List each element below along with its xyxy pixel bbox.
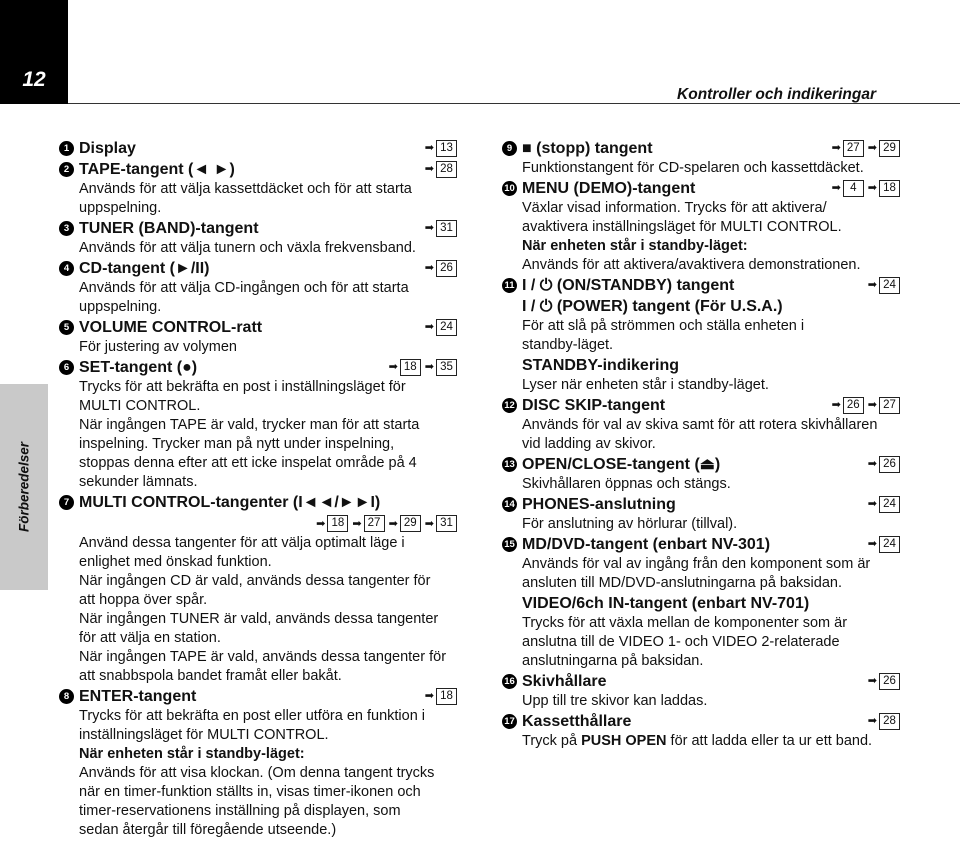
page-references	[425, 159, 457, 180]
body-line: timer-reservationens inställning på displayen, som	[79, 803, 401, 819]
reference-page-number: 31	[436, 220, 457, 237]
header-rule	[68, 103, 960, 104]
reference-page-number: 24	[879, 496, 900, 513]
page-references	[832, 395, 900, 416]
right-column	[502, 138, 900, 751]
reference-page-number: 26	[436, 260, 457, 277]
entry-title: Kassetthållare	[522, 713, 632, 730]
entry-heading	[59, 686, 457, 707]
reference-page-number: 24	[436, 319, 457, 336]
page-reference	[868, 138, 900, 159]
page-reference	[425, 686, 457, 707]
page-reference	[868, 395, 900, 416]
page-references	[868, 454, 900, 475]
page-reference	[425, 138, 457, 159]
control-entry	[502, 671, 900, 711]
page-reference	[868, 534, 900, 555]
reference-page-number: 26	[879, 673, 900, 690]
entry-title: CD-tangent (►/II)	[79, 260, 210, 277]
page-reference	[425, 258, 457, 279]
page-reference	[868, 275, 900, 296]
page-references	[425, 218, 457, 239]
page-references	[868, 275, 900, 296]
reference-arrow-icon: ➡	[424, 361, 434, 373]
standby-note-title: När enheten står i standby-läget:	[522, 238, 748, 254]
page-reference	[425, 218, 457, 239]
body-line	[522, 732, 900, 751]
entry-title: Skivhållare	[522, 673, 607, 690]
entry-title: TUNER (BAND)-tangent	[79, 220, 259, 237]
item-number-badge: 2	[59, 162, 74, 177]
control-entry	[59, 218, 457, 258]
item-number-badge: 8	[59, 689, 74, 704]
control-entry	[502, 395, 900, 454]
entry-heading	[502, 454, 900, 475]
body-line: Används för att aktivera/avaktivera demonstrationen.	[522, 257, 861, 273]
page-reference	[389, 515, 421, 532]
page-references	[59, 513, 457, 534]
body-line: ansluten till MD/DVD-anslutningarna på baksidan.	[522, 575, 842, 591]
body-line: Används för att visa klockan. (Om denna tangent trycks	[79, 765, 435, 781]
entry-title: OPEN/CLOSE-tangent (⏏)	[522, 456, 721, 473]
reference-arrow-icon: ➡	[424, 163, 434, 175]
page-references	[868, 671, 900, 692]
entry-heading	[502, 494, 900, 515]
body-text: Tryck på	[522, 733, 578, 749]
item-number-badge: 17	[502, 714, 517, 729]
body-line: standby-läget.	[522, 337, 614, 353]
page-reference	[425, 317, 457, 338]
entry-subtitle: I / ⏻ (POWER) tangent (För U.S.A.)	[522, 298, 783, 315]
body-line: För justering av volymen	[79, 339, 237, 355]
page-references	[425, 686, 457, 707]
reference-page-number: 27	[879, 397, 900, 414]
reference-arrow-icon: ➡	[831, 142, 841, 154]
body-line: När ingången TAPE är vald, används dessa tangenter för	[79, 649, 447, 665]
reference-page-number: 18	[400, 359, 421, 376]
body-line: Upp till tre skivor kan laddas.	[522, 693, 708, 709]
body-line: För anslutning av hörlurar (tillval).	[522, 516, 738, 532]
entry-title: PHONES-anslutning	[522, 496, 676, 513]
control-entry	[502, 534, 900, 671]
entry-title: VOLUME CONTROL-ratt	[79, 319, 263, 336]
body-line: När ingången CD är vald, används dessa tangenter för	[79, 573, 431, 589]
body-line: att snabbspola bandet framåt eller bakåt.	[79, 668, 342, 684]
page-references	[832, 138, 900, 159]
entry-title: DISC SKIP-tangent	[522, 397, 666, 414]
body-line: enlighet med önskad funktion.	[79, 554, 272, 570]
reference-page-number: 31	[436, 515, 457, 532]
item-number-badge: 5	[59, 320, 74, 335]
page-references	[425, 258, 457, 279]
body-line: uppspelning.	[79, 200, 162, 216]
reference-arrow-icon: ➡	[424, 690, 434, 702]
item-number-badge: 13	[502, 457, 517, 472]
entry-heading	[502, 711, 900, 732]
entry-title: Display	[79, 140, 136, 157]
entry-heading	[59, 159, 457, 180]
item-number-badge: 9	[502, 141, 517, 156]
entry-title: SET-tangent (●)	[79, 359, 198, 376]
page-reference	[832, 178, 864, 199]
entry-subtitle: STANDBY-indikering	[522, 357, 680, 374]
page-references	[868, 494, 900, 515]
item-number-badge: 15	[502, 537, 517, 552]
entry-heading	[502, 178, 900, 199]
reference-arrow-icon: ➡	[867, 399, 877, 411]
entry-heading	[502, 138, 900, 159]
control-entry	[502, 275, 900, 395]
reference-page-number: 29	[400, 515, 421, 532]
page-reference	[868, 494, 900, 515]
reference-page-number: 29	[879, 140, 900, 157]
control-entry	[59, 159, 457, 218]
reference-page-number: 4	[843, 180, 864, 197]
control-entry	[59, 357, 457, 492]
reference-page-number: 27	[843, 140, 864, 157]
body-line: Växlar visad information. Trycks för att aktivera/	[522, 200, 827, 216]
reference-arrow-icon: ➡	[867, 142, 877, 154]
page-references	[425, 138, 457, 159]
item-number-badge: 12	[502, 398, 517, 413]
left-column	[59, 138, 457, 840]
body-line: Används för val av skiva samt för att rotera skivhållaren	[522, 417, 878, 433]
entry-heading	[59, 258, 457, 279]
body-line: Används för att välja tunern och växla frekvensband.	[79, 240, 416, 256]
body-line: Skivhållaren öppnas och stängs.	[522, 476, 731, 492]
body-line: sekunder lämnats.	[79, 474, 198, 490]
reference-page-number: 26	[843, 397, 864, 414]
control-entry	[502, 178, 900, 275]
page-references	[868, 711, 900, 732]
control-entry	[502, 711, 900, 751]
body-line: Använd dessa tangenter för att välja optimalt läge i	[79, 535, 405, 551]
body-line: Trycks för att bekräfta en post eller utföra en funktion i	[79, 708, 426, 724]
entry-title: TAPE-tangent (◄ ►)	[79, 161, 235, 178]
reference-arrow-icon: ➡	[867, 715, 877, 727]
control-entry	[59, 686, 457, 840]
reference-arrow-icon: ➡	[424, 321, 434, 333]
reference-arrow-icon: ➡	[831, 399, 841, 411]
entry-heading	[59, 492, 457, 513]
reference-page-number: 13	[436, 140, 457, 157]
page-references	[389, 357, 457, 378]
reference-page-number: 35	[436, 359, 457, 376]
reference-arrow-icon: ➡	[424, 142, 434, 154]
reference-arrow-icon: ➡	[831, 182, 841, 194]
reference-page-number: 18	[436, 688, 457, 705]
body-line: Används för val av ingång från den komponent som är	[522, 556, 871, 572]
reference-arrow-icon: ➡	[388, 361, 398, 373]
reference-arrow-icon: ➡	[867, 182, 877, 194]
reference-page-number: 24	[879, 536, 900, 553]
page-number: 12	[22, 68, 46, 91]
body-line: När ingången TAPE är vald, trycker man för att starta	[79, 417, 420, 433]
item-number-badge: 6	[59, 360, 74, 375]
entry-heading	[59, 218, 457, 239]
control-entry	[502, 454, 900, 494]
entry-heading	[502, 671, 900, 692]
page-reference	[868, 454, 900, 475]
body-line: anslutna till de VIDEO 1- och VIDEO 2-relaterade	[522, 634, 840, 650]
control-entry	[502, 138, 900, 178]
item-number-badge: 1	[59, 141, 74, 156]
body-line: uppspelning.	[79, 299, 162, 315]
entry-title: MD/DVD-tangent (enbart NV-301)	[522, 536, 771, 553]
entry-title: MENU (DEMO)-tangent	[522, 180, 696, 197]
standby-note-title: När enheten står i standby-läget:	[79, 746, 305, 762]
control-entry	[59, 317, 457, 357]
reference-arrow-icon: ➡	[867, 675, 877, 687]
control-entry	[502, 494, 900, 534]
body-line: Trycks för att bekräfta en post i inställningsläget för	[79, 379, 406, 395]
reference-arrow-icon: ➡	[424, 262, 434, 274]
entry-heading	[59, 317, 457, 338]
reference-arrow-icon: ➡	[316, 518, 326, 530]
body-line: sedan återgår till föregående utseende.)	[79, 822, 337, 838]
body-line: stoppas denna efter att ett icke inspelat område på 4	[79, 455, 417, 471]
item-number-badge: 14	[502, 497, 517, 512]
page-references	[868, 534, 900, 555]
body-line: När ingången TUNER är vald, används dessa tangenter	[79, 611, 439, 627]
page-reference	[389, 357, 421, 378]
body-line: Används för att välja kassettdäcket och för att starta	[79, 181, 412, 197]
reference-page-number: 28	[879, 713, 900, 730]
body-line: Används för att välja CD-ingången och för att starta	[79, 280, 409, 296]
reference-arrow-icon: ➡	[867, 538, 877, 550]
body-line: att hoppa över spår.	[79, 592, 208, 608]
page-number-tab	[0, 0, 68, 104]
reference-page-number: 24	[879, 277, 900, 294]
entry-subtitle: VIDEO/6ch IN-tangent (enbart NV-701)	[522, 595, 810, 612]
entry-heading	[502, 395, 900, 416]
page-reference	[832, 395, 864, 416]
reference-arrow-icon: ➡	[388, 518, 398, 530]
page-reference	[425, 357, 457, 378]
page-reference	[868, 178, 900, 199]
body-line: MULTI CONTROL.	[79, 398, 201, 414]
page-references	[425, 317, 457, 338]
entry-heading	[502, 275, 900, 296]
push-open-label: PUSH OPEN	[581, 733, 667, 749]
body-line: inställningsläget för MULTI CONTROL.	[79, 727, 329, 743]
page-reference	[832, 138, 864, 159]
reference-page-number: 26	[879, 456, 900, 473]
entry-title: I / ⏻ (ON/STANDBY) tangent	[522, 277, 735, 294]
body-line: Funktionstangent för CD-spelaren och kassettdäcket.	[522, 160, 864, 176]
entry-title: MULTI CONTROL-tangenter (I◄◄/►►I)	[79, 494, 381, 511]
page-reference	[316, 515, 348, 532]
body-line: Lyser när enheten står i standby-läget.	[522, 377, 769, 393]
item-number-badge: 16	[502, 674, 517, 689]
reference-arrow-icon: ➡	[867, 279, 877, 291]
body-line: anslutningarna på baksidan.	[522, 653, 704, 669]
page-references	[832, 178, 900, 199]
entry-title: ENTER-tangent	[79, 688, 197, 705]
item-number-badge: 4	[59, 261, 74, 276]
item-number-badge: 11	[502, 278, 517, 293]
body-line: vid ladding av skivor.	[522, 436, 656, 452]
reference-arrow-icon: ➡	[867, 458, 877, 470]
page-reference	[425, 159, 457, 180]
entry-heading	[59, 138, 457, 159]
body-line: när en timer-funktion ställts in, visas timer-ikonen och	[79, 784, 421, 800]
item-number-badge: 3	[59, 221, 74, 236]
item-number-badge: 7	[59, 495, 74, 510]
section-side-label: Förberedelser	[16, 441, 32, 533]
entry-heading	[59, 357, 457, 378]
body-line: för att välja en station.	[79, 630, 221, 646]
body-line: inspelning. Trycker man på nytt under inspelning,	[79, 436, 395, 452]
page-reference	[425, 515, 457, 532]
body-line: För att slå på strömmen och ställa enheten i	[522, 318, 805, 334]
control-entry	[59, 492, 457, 686]
entry-heading	[502, 534, 900, 555]
reference-page-number: 28	[436, 161, 457, 178]
reference-arrow-icon: ➡	[424, 222, 434, 234]
page-reference	[868, 711, 900, 732]
reference-page-number: 27	[364, 515, 385, 532]
reference-arrow-icon: ➡	[352, 518, 362, 530]
control-entry	[59, 138, 457, 159]
body-line: avaktivera inställningsläget för MULTI CONTROL.	[522, 219, 842, 235]
item-number-badge: 10	[502, 181, 517, 196]
entry-title: ■ (stopp) tangent	[522, 140, 653, 157]
reference-arrow-icon: ➡	[867, 498, 877, 510]
page-reference	[352, 515, 384, 532]
body-text: för att ladda eller ta ur ett band.	[670, 733, 873, 749]
reference-page-number: 18	[327, 515, 348, 532]
page-reference	[868, 671, 900, 692]
reference-page-number: 18	[879, 180, 900, 197]
body-line: Trycks för att växla mellan de komponenter som är	[522, 615, 848, 631]
header-title: Kontroller och indikeringar	[677, 86, 876, 103]
control-entry	[59, 258, 457, 317]
reference-arrow-icon: ➡	[424, 518, 434, 530]
